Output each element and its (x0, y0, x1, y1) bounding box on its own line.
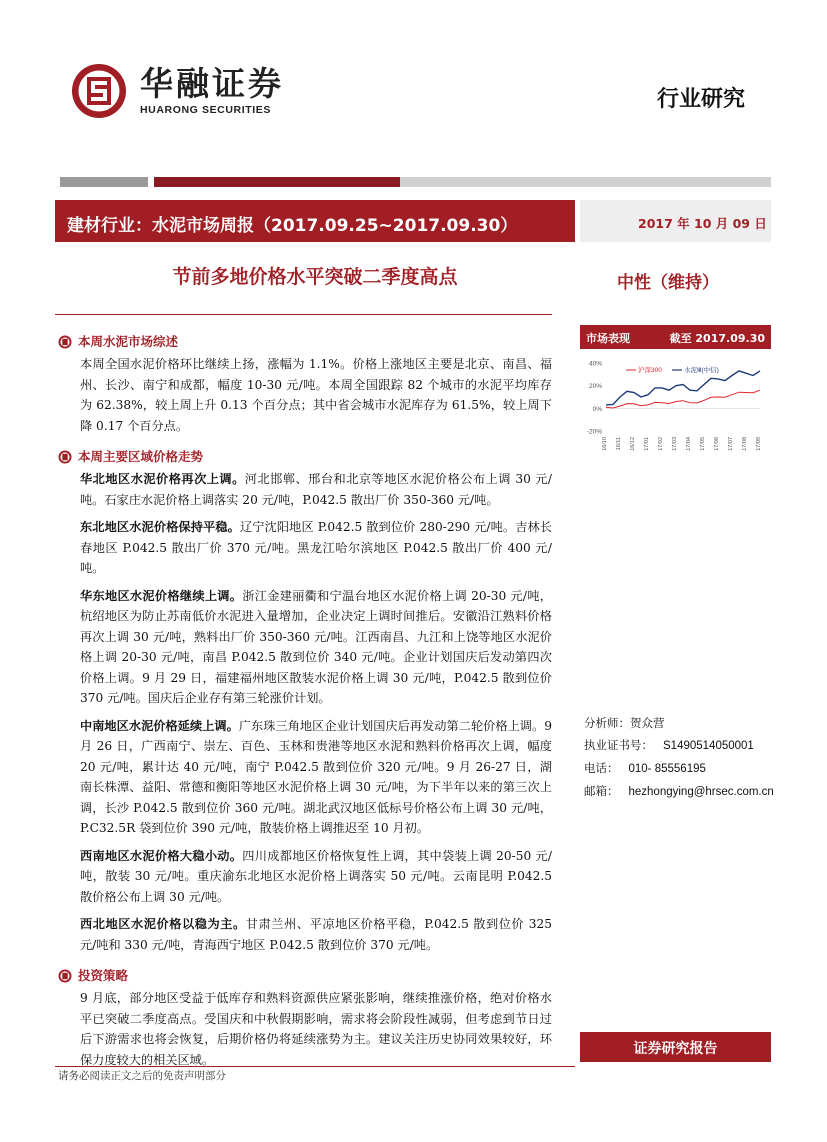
x-tick-label: 17/01 (644, 437, 650, 451)
analyst-info (584, 712, 774, 803)
x-tick-label: 17/03 (672, 437, 678, 451)
headline-rule (55, 314, 552, 315)
legend-label: 沪深300 (638, 367, 662, 374)
market-performance-bar (580, 325, 771, 349)
region-lead: 西南地区水泥价格大稳小动。 (80, 848, 243, 863)
headline: 节前多地价格水平突破二季度高点 (172, 266, 458, 288)
analyst-row (584, 734, 774, 757)
market-summary: 本周全国水泥价格环比继续上扬，涨幅为 1.1%。价格上涨地区主要是北京、南昌、福州、长沙、南宁和成都，幅度 10-30 元/吨。本周全国跟踪 82 个城市的水泥平均库存为 62.38%，较上周上升 0.13 个百分点；其中省会城市水泥库存为 61.5%，较上周下降 0.17 个百分点。 (80, 357, 552, 433)
logo-text (140, 66, 284, 116)
phone-label: 电话： (584, 761, 619, 775)
analyst-label: 分析师： (584, 716, 630, 730)
bar-red (154, 177, 400, 187)
main-column (58, 332, 552, 1077)
region-paragraph (58, 914, 552, 955)
x-tick-label: 17/06 (714, 437, 720, 451)
x-tick-label: 17/04 (686, 437, 692, 451)
y-tick-label: 20% (588, 383, 602, 391)
cert-label: 执业证书号： (584, 738, 653, 752)
header-bars (60, 177, 771, 187)
series-line (606, 371, 760, 405)
region-lead: 华东地区水泥价格继续上调。 (80, 588, 243, 603)
logo-en: HUARONG SECURITIES (140, 104, 271, 116)
section-heading (58, 332, 552, 352)
performance-chart (580, 353, 771, 463)
region-text: 辽宁沈阳地区 P.042.5 散到位价 280-290 元/吨。吉林长春地区 P.042.5 散出厂价 370 元/吨。黑龙江哈尔滨地区 P.042.5 散出厂价 400 元/吨。 (80, 520, 553, 575)
region-text: 河北邯郸、邢台和北京等地区水泥价格公布上调 30 元/吨。石家庄水泥价格上调落实 20 元/吨，P.042.5 散出厂价 350-360 元/吨。 (80, 472, 553, 507)
phone-number: 010- 85556195 (628, 763, 706, 775)
analyst-row (584, 757, 774, 780)
huarong-logo-icon (70, 62, 128, 120)
section-logo-icon (58, 335, 72, 349)
x-tick-label: 16/12 (630, 437, 636, 451)
x-tick-label: 16/11 (616, 437, 622, 451)
section-title-strategy: 投资策略 (78, 967, 129, 983)
region-paragraph (58, 469, 552, 510)
region-lead: 华北地区水泥价格再次上调。 (80, 472, 245, 486)
region-paragraph (58, 517, 552, 579)
logo-cn: 华融证券 (140, 64, 284, 103)
bar-gray (60, 177, 148, 187)
performance-chart-svg (580, 353, 771, 463)
region-text: 浙江金建丽衢和宁温台地区水泥价格上调 20-30 元/吨，杭绍地区为防止苏南低价水泥进入量增加，企业决定上调时间推后。安徽沿江熟料价格再次上调 30 元/吨，熟料出厂价 350-360 元/吨。江西南昌、九江和上饶等地区水泥价格上调 20-30 元/吨，南昌 P.042.5 散到位价 340 元/吨。企业计划国庆后发动第四次价格上调。9 月 29 日，福建福州地区散装水泥价格上调 30 元/吨，P.042.5 散到位价 370 元/吨。国庆后企业存有第三轮涨价计划。 (80, 588, 552, 705)
footer-disclaimer: 请务必阅读正文之后的免责声明部分 (58, 1070, 226, 1082)
region-lead: 东北地区水泥价格保持平稳。 (80, 520, 240, 534)
logo (70, 62, 284, 120)
email-label: 邮箱： (584, 784, 619, 798)
x-tick-label: 17/07 (728, 437, 734, 451)
report-tag: 证券研究报告 (580, 1032, 771, 1062)
strategy-paragraph: 9 月底，部分地区受益于低库存和熟料资源供应紧张影响，继续推涨价格，绝对价格水平已突破二季度高点。受国庆和中秋假期影响，需求将会阶段性减弱，但考虑到节日过后下游需求也将会恢复，后期价格仍将延续涨势为主。建议关注历史协同效果较好，环保力度较大的相关区域。 (80, 991, 552, 1067)
analyst-row (584, 712, 774, 734)
region-text: 甘肃兰州、平凉地区价格平稳，P.042.5 散到位价 325 元/吨和 330 元/吨，青海西宁地区 P.042.5 散到位价 370 元/吨。 (80, 917, 552, 952)
x-tick-label: 16/10 (602, 437, 608, 451)
y-tick-label: -20% (586, 428, 602, 436)
market-label: 市场表现 (586, 332, 630, 345)
report-title: 建材行业：水泥市场周报（2017.09.25~2017.09.30） (55, 200, 575, 242)
y-tick-label: 0% (592, 405, 602, 413)
region-lead: 中南地区水泥价格延续上调。 (80, 718, 239, 733)
series-line (606, 390, 760, 408)
section-logo-icon (58, 450, 72, 464)
market-as-of: 截至 2017.09.30 (669, 332, 765, 345)
cert-number: S1490514050001 (663, 740, 754, 752)
section-heading (58, 966, 552, 986)
region-paragraph (58, 716, 552, 839)
region-paragraph (58, 846, 552, 908)
y-tick-label: 40% (588, 360, 602, 368)
section-title-regions: 本周主要区域价格走势 (78, 448, 204, 464)
analyst-row (584, 780, 774, 803)
section-heading (58, 447, 552, 467)
legend-label: 水泥Ⅲ(中信) (684, 367, 719, 374)
analyst-name: 贺众营 (630, 716, 665, 730)
doc-type: 行业研究 (656, 87, 745, 112)
x-tick-label: 17/05 (700, 437, 706, 451)
x-tick-label: 17/02 (658, 437, 664, 451)
region-paragraph (58, 586, 552, 709)
x-tick-label: 17/08 (742, 437, 748, 451)
section-logo-icon (58, 969, 72, 983)
region-text: 四川成都地区价格恢复性上调，其中袋装上调 20-50 元/吨，散装 30 元/吨。重庆渝东北地区水泥价格上调落实 50 元/吨。云南昆明 P.042.5 散价格公布上调 30 元/吨。 (80, 848, 552, 904)
rating: 中性（维持） (617, 273, 719, 293)
footer-rule (55, 1066, 575, 1067)
region-text: 广东珠三角地区企业计划国庆后再发动第二轮价格上调。9 月 26 日，广西南宁、崇左、百色、玉林和贵港等地区水泥和熟料价格再次上调，幅度 20 元/吨，累计达 40 元/吨，南宁 P.042.5 散到位价 320 元/吨。9 月 26-27 日，湖南长株潭、益阳、常德和衡阳等地区水泥价格上调 30 元/吨，为下半年以来的第三次上调，长沙 P.042.5 散到位价 360 元/吨。湖北武汉地区低标号价格公布上调 30 元/吨，P.C32.5R 袋到位价 390 元/吨，散装价格上调推迟至 10 月初。 (80, 718, 552, 835)
region-lead: 西北地区水泥价格以稳为主。 (80, 917, 246, 931)
email-link[interactable]: hezhongying@hrsec.com.cn (628, 786, 774, 798)
section-title-market: 本周水泥市场综述 (78, 333, 179, 349)
report-date: 2017 年 10 月 09 日 (580, 200, 771, 242)
x-tick-label: 17/09 (756, 437, 762, 451)
bar-light (354, 177, 771, 187)
